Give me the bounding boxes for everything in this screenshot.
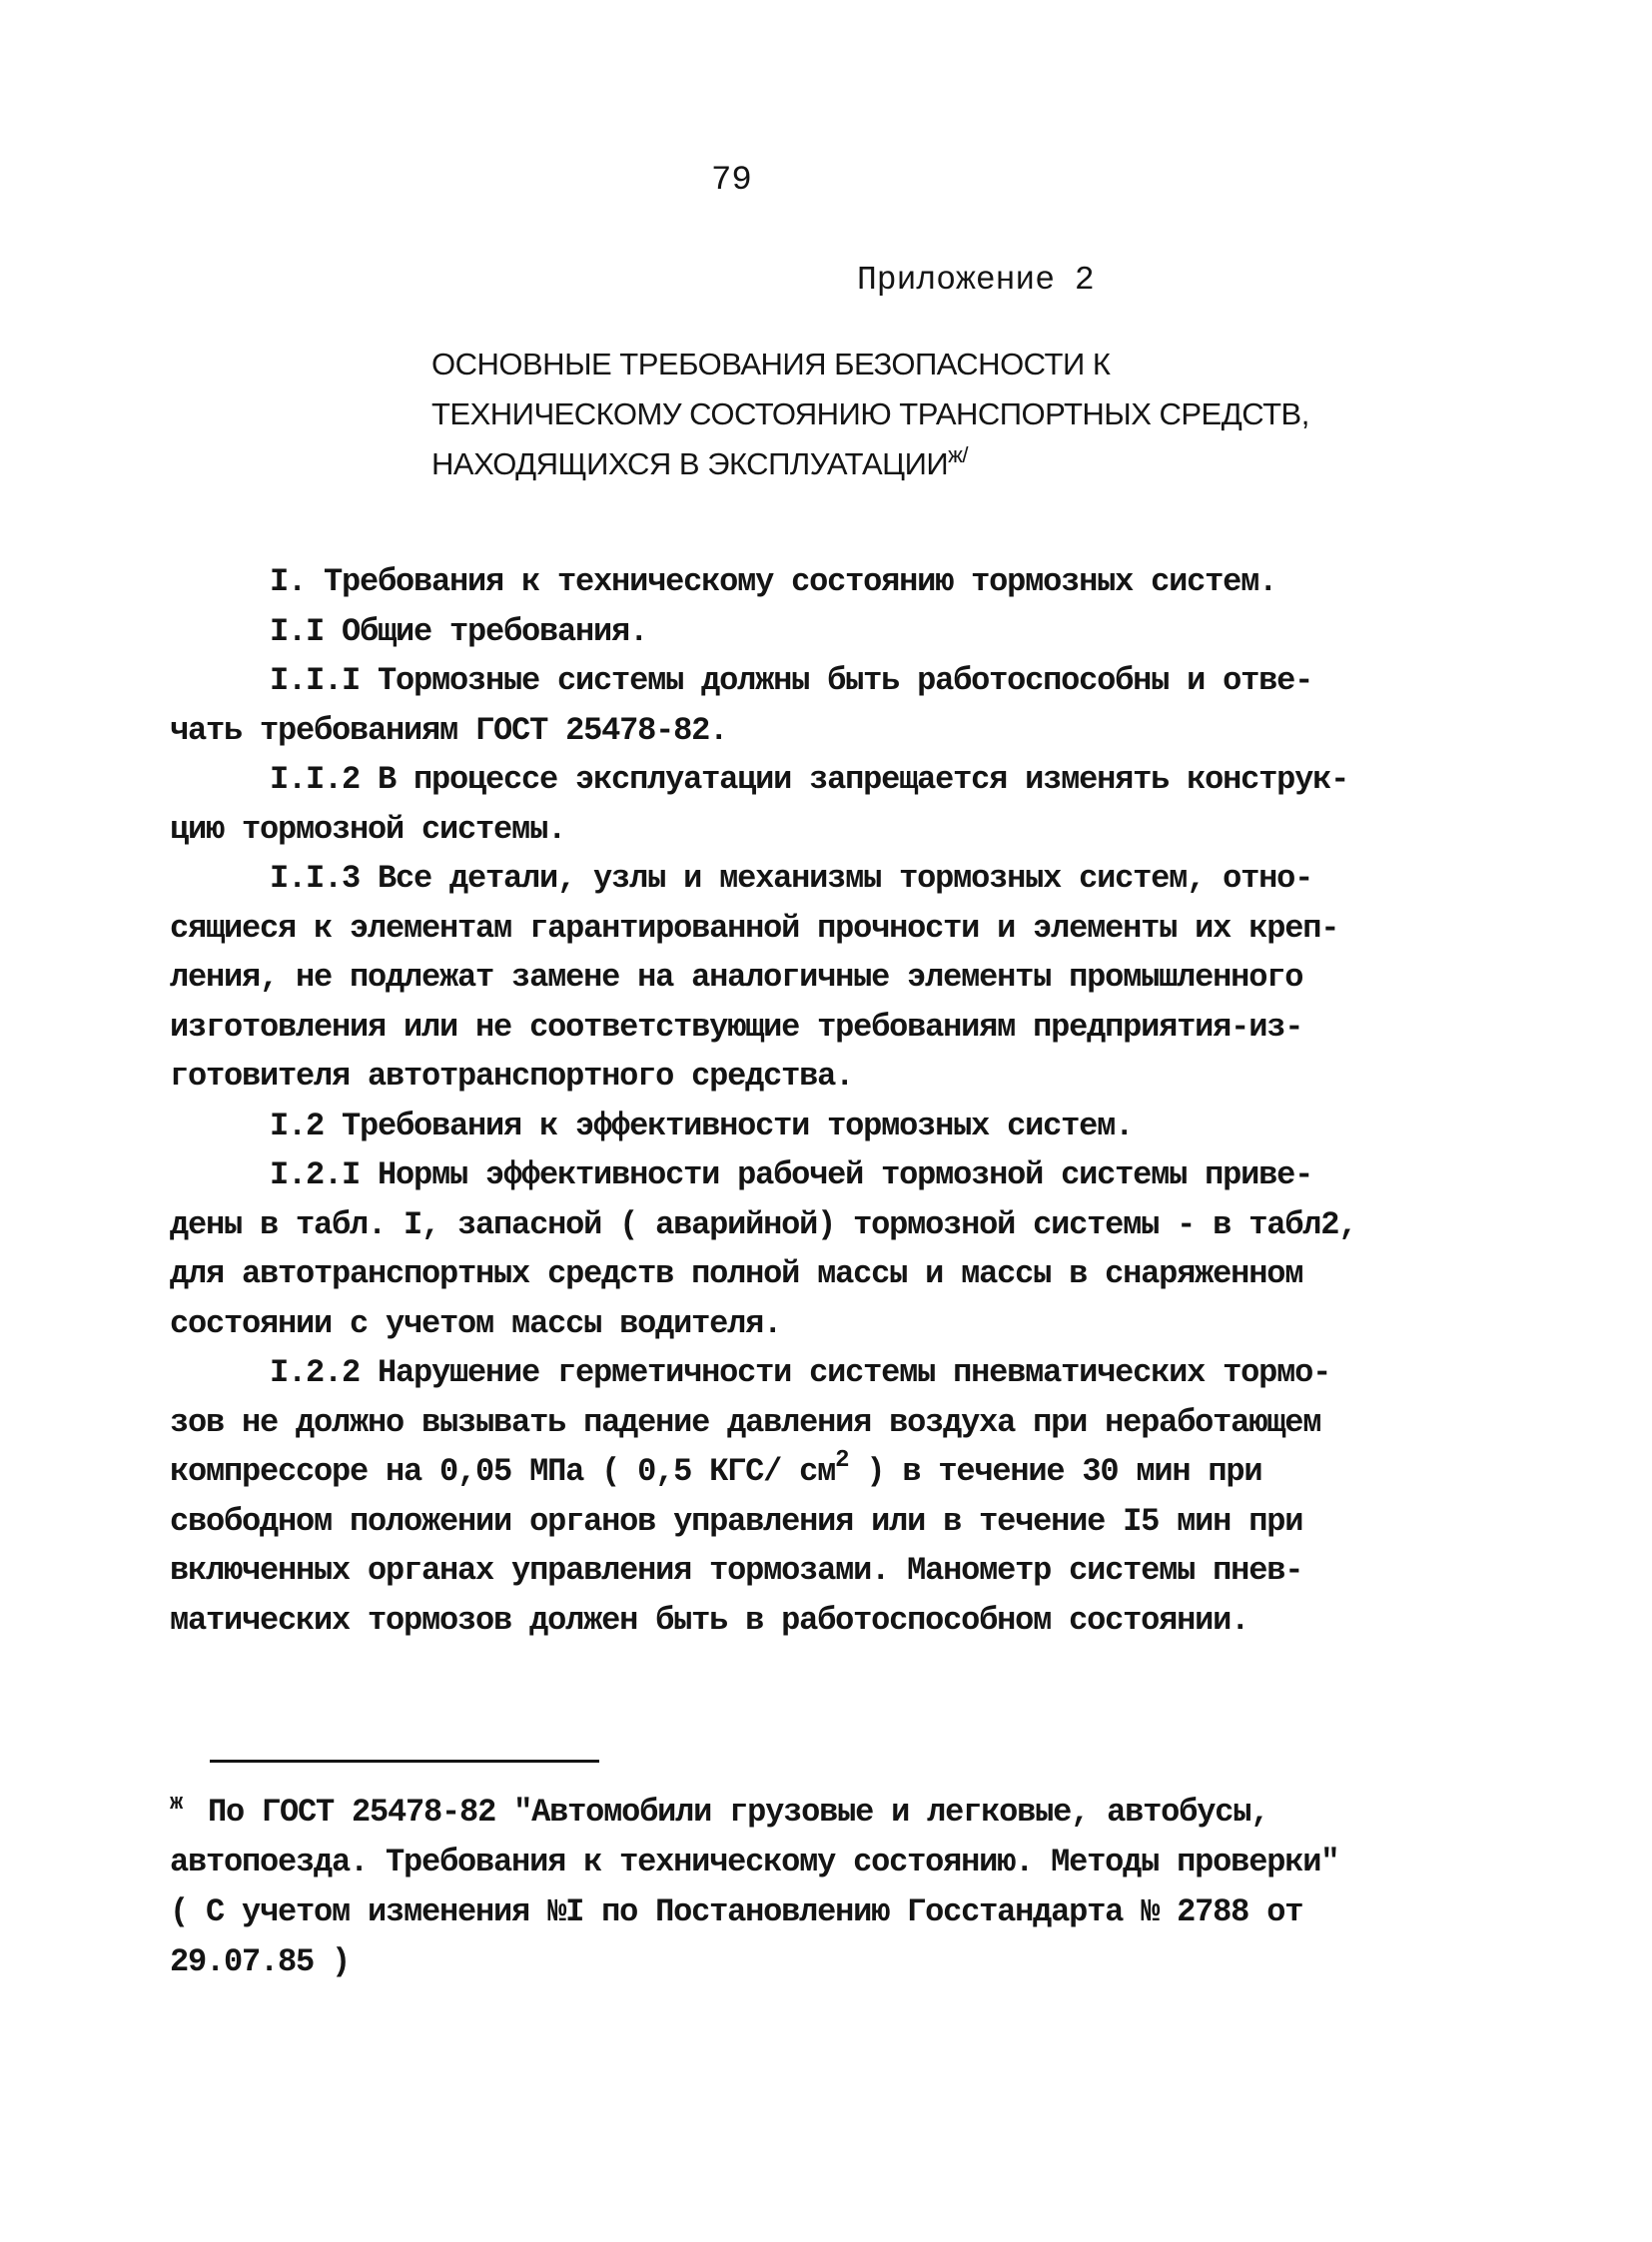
paragraph-1-2-2-line-6: матических тормозов должен быть в работоспособном состоянии.	[170, 1601, 1249, 1639]
paragraph-1-1-3-line-1: I.I.3 Все детали, узлы и механизмы тормозных систем, отно-	[270, 860, 1313, 897]
paragraph-1-1-3-line-2: сящиеся к элементам гарантированной прочности и элементы их креп-	[170, 909, 1339, 947]
pressure-text-post: ) в течение 30 мин при	[848, 1453, 1262, 1490]
paragraph-1-2-1-line-2: дены в табл. I, запасной ( аварийной) тормозной системы - в табл2,	[170, 1205, 1357, 1243]
paragraph-1-2-1-line-3: для автотранспортных средств полной массы и массы в снаряженном	[170, 1255, 1303, 1292]
title-footnote-ref: ж/	[948, 442, 968, 467]
title-line-2: ТЕХНИЧЕСКОМУ СОСТОЯНИЮ ТРАНСПОРТНЫХ СРЕДСТВ,	[431, 396, 1309, 431]
footnote-line-4: 29.07.85 )	[170, 1943, 351, 1980]
title-line-3	[431, 439, 1510, 489]
paragraph-1-2-2-line-3	[170, 1447, 1498, 1497]
document-body	[170, 557, 1498, 1645]
footnote-line-1	[170, 1788, 1498, 1838]
paragraph-1-2-2-line-4: свободном положении органов управления или в течение I5 мин при	[170, 1502, 1303, 1540]
paragraph-1-1-2-line-1: I.I.2 В процессе эксплуатации запрещается изменять конструк-	[270, 761, 1349, 798]
paragraph-1-2-2-line-2: зов не должно вызывать падение давления воздуха при неработающем	[170, 1403, 1321, 1441]
footnote-mark: ж	[170, 1791, 183, 1816]
paragraph-1-2-2-line-5: включенных органах управления тормозами. Манометр системы пнев-	[170, 1552, 1303, 1589]
appendix-label: Приложение 2	[857, 262, 1095, 299]
paragraph-1-2-2-line-1: I.2.2 Нарушение герметичности системы пневматических тормо-	[270, 1354, 1331, 1391]
title-line-1: ОСНОВНЫЕ ТРЕБОВАНИЯ БЕЗОПАСНОСТИ К	[431, 347, 1111, 381]
paragraph-1-1-1-line-2: чать требованиям ГОСТ 25478-82.	[170, 711, 728, 749]
paragraph-1-1-1-line-1: I.I.I Тормозные системы должны быть работоспособны и отве-	[270, 662, 1313, 699]
paragraph-1-2-1-line-1: I.2.I Нормы эффективности рабочей тормозной системы приве-	[270, 1156, 1313, 1193]
section-1-1-heading: I.I Общие требования.	[270, 612, 648, 650]
section-1-2-heading: I.2 Требования к эффективности тормозных систем.	[270, 1107, 1134, 1144]
footnote-line-2: автопоезда. Требования к техническому состоянию. Методы проверки"	[170, 1844, 1339, 1880]
title-line-3-text: НАХОДЯЩИХСЯ В ЭКСПЛУАТАЦИИ	[431, 446, 949, 481]
section-1-heading: I. Требования к техническому состоянию тормозных систем.	[270, 563, 1277, 600]
footnote-line-3: ( С учетом изменения №I по Постановлению Госстандарта № 2788 от	[170, 1893, 1303, 1930]
document-title	[431, 340, 1510, 489]
pressure-unit-superscript: 2	[835, 1447, 849, 1474]
pressure-text-pre: компрессоре на 0,05 МПа ( 0,5 КГС/ см	[170, 1453, 836, 1490]
paragraph-1-2-1-line-4: состоянии с учетом массы водителя.	[170, 1304, 782, 1342]
page-number: 79	[711, 162, 752, 200]
paragraph-1-1-3-line-3: ления, не подлежат замене на аналогичные элементы промышленного	[170, 959, 1303, 996]
footnote-divider	[210, 1760, 599, 1763]
footnote	[170, 1788, 1498, 1987]
footnote-line-1-text: По ГОСТ 25478-82 "Автомобили грузовые и легковые, автобусы,	[208, 1794, 1269, 1831]
paragraph-1-1-3-line-4: изготовления или не соответствующие требованиям предприятия-из-	[170, 1008, 1303, 1046]
paragraph-1-1-3-line-5: готовителя автотранспортного средства.	[170, 1058, 854, 1095]
paragraph-1-1-2-line-2: цию тормозной системы.	[170, 810, 566, 848]
